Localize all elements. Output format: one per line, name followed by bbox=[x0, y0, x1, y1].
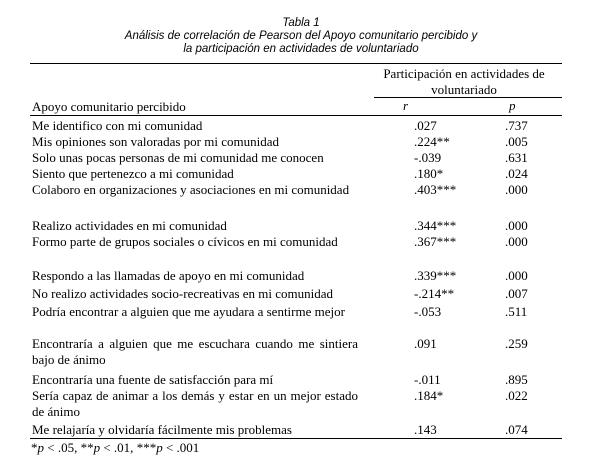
r-value: .184* bbox=[414, 388, 444, 403]
p-value: .737 bbox=[505, 118, 528, 133]
p-value: .000 bbox=[505, 268, 528, 283]
footnote-star-1: * bbox=[31, 440, 38, 455]
p-value: .024 bbox=[505, 166, 528, 181]
row-label: No realizo actividades socio-recreativas en mi comunidad bbox=[32, 286, 334, 301]
r-value: -.011 bbox=[414, 372, 441, 387]
footnote-p-3: p bbox=[156, 440, 163, 455]
group-header-line2: voluntariado bbox=[431, 82, 497, 97]
footnote-value-3: < .001 bbox=[162, 440, 200, 455]
table-title-line1: Análisis de correlación de Pearson del Apoyo comunitario percibido y bbox=[124, 30, 478, 42]
r-value: .403*** bbox=[414, 182, 457, 197]
r-value: .180* bbox=[414, 166, 444, 181]
footnote-p-2: p bbox=[93, 440, 101, 455]
p-value: .022 bbox=[505, 388, 528, 403]
row-label: Colaboro en organizaciones y asociaciones en mi comunidad bbox=[32, 182, 350, 197]
row-label: Sería capaz de animar a los demás y estar en un mejor estado de ánimo bbox=[32, 388, 358, 419]
group-header-line1: Participación en actividades de bbox=[383, 66, 545, 81]
p-value: .000 bbox=[505, 218, 528, 233]
row-label: Respondo a las llamadas de apoyo en mi comunidad bbox=[32, 268, 305, 283]
column-header-p: p bbox=[509, 98, 516, 113]
r-value: .143 bbox=[414, 422, 437, 437]
bottom-rule bbox=[30, 438, 562, 439]
column-header-r: r bbox=[403, 98, 409, 113]
r-value: -.053 bbox=[414, 304, 442, 319]
group-header bbox=[374, 66, 554, 98]
row-label: Siento que pertenezco a mi comunidad bbox=[32, 166, 234, 181]
table-number: Tabla 1 bbox=[282, 17, 320, 29]
r-value: .027 bbox=[414, 118, 437, 133]
p-value: .005 bbox=[505, 134, 528, 149]
p-value: .631 bbox=[505, 150, 528, 165]
top-rule bbox=[30, 63, 562, 64]
row-label: Podría encontrar a alguien que me ayudara a sentirme mejor bbox=[32, 304, 345, 319]
table-title-line2: la participación en actividades de voluntariado bbox=[183, 43, 419, 55]
r-value: .091 bbox=[414, 336, 437, 351]
row-label: Me identifico con mi comunidad bbox=[32, 118, 203, 133]
p-value: .074 bbox=[505, 422, 528, 437]
footnote-star-3: *** bbox=[136, 440, 157, 455]
p-value: .007 bbox=[505, 286, 528, 301]
row-header: Apoyo comunitario percibido bbox=[32, 99, 186, 114]
p-value: .000 bbox=[505, 182, 528, 197]
r-value: .339*** bbox=[414, 268, 457, 283]
row-label: Me relajaría y olvidaría fácilmente mis problemas bbox=[32, 422, 292, 437]
row-label: Formo parte de grupos sociales o cívicos en mi comunidad bbox=[32, 234, 338, 249]
footnote-star-2: ** bbox=[80, 440, 94, 455]
row-label: Encontraría una fuente de satisfacción para mí bbox=[32, 372, 274, 387]
r-value: .224** bbox=[414, 134, 450, 149]
footnote-p-1: p bbox=[37, 440, 44, 455]
p-value: .895 bbox=[505, 372, 528, 387]
r-value: -.039 bbox=[414, 150, 442, 165]
r-value: .367*** bbox=[414, 234, 457, 249]
r-value: .344*** bbox=[414, 218, 457, 233]
header-rule bbox=[30, 115, 562, 116]
p-value: .000 bbox=[505, 234, 528, 249]
footnote bbox=[31, 440, 199, 456]
p-value: .511 bbox=[505, 304, 528, 319]
footnote-value-1: < .05, bbox=[44, 440, 81, 455]
footnote-value-2: < .01, bbox=[100, 440, 137, 455]
row-label: Encontraría a alguien que me escuchara cuando me sintiera bajo de ánimo bbox=[32, 336, 358, 367]
row-label: Mis opiniones son valoradas por mi comunidad bbox=[32, 134, 279, 149]
r-value: -.214** bbox=[414, 286, 455, 301]
row-label: Solo unas pocas personas de mi comunidad me conocen bbox=[32, 150, 324, 165]
row-label: Realizo actividades en mi comunidad bbox=[32, 218, 227, 233]
p-value: .259 bbox=[505, 336, 528, 351]
